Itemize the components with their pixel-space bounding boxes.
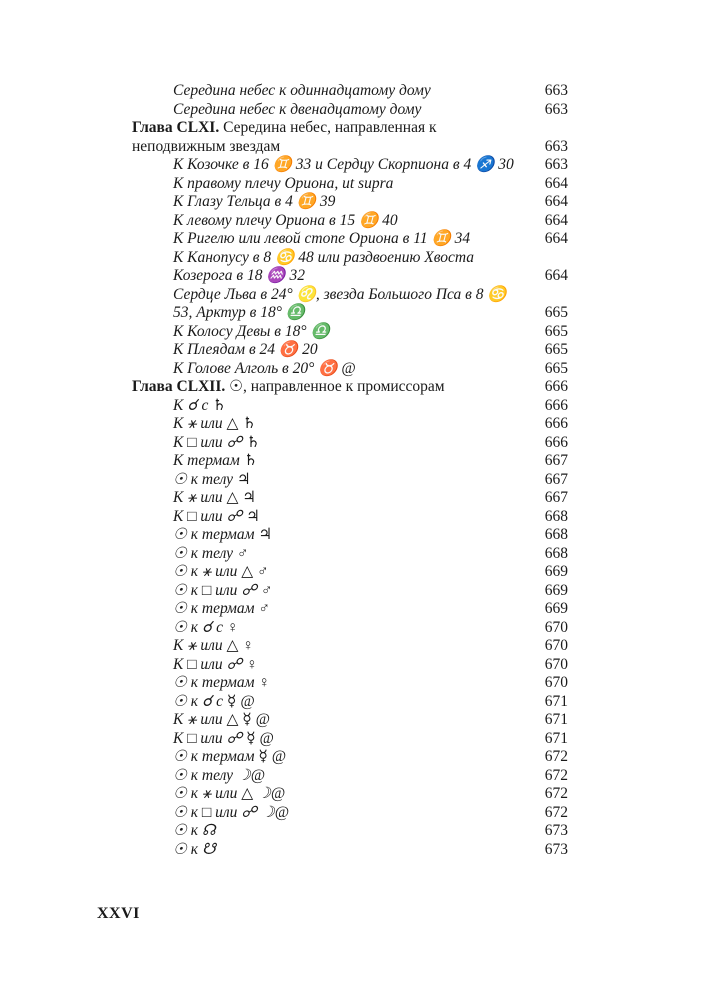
entry-page-number: 670: [544, 637, 568, 654]
entry-page-number: 663: [544, 100, 568, 118]
entry-title: Середина небес к одиннадцатому дому: [173, 82, 431, 99]
toc-entry: [132, 619, 568, 638]
toc-entry: [132, 101, 568, 120]
entry-page-number: 668: [544, 526, 568, 543]
entry-title: ☉ к термам ☿ @: [173, 748, 287, 765]
entry-page-number: 663: [544, 82, 568, 99]
entry-page-number: 671: [544, 692, 568, 710]
entry-page-number: 672: [544, 766, 568, 784]
toc-entry: [132, 600, 568, 619]
toc-entry: [132, 748, 568, 767]
entry-page-number: 663: [544, 156, 568, 173]
entry-page-number: 665: [544, 322, 568, 340]
entry-title: К Колосу Девы в 18° ♎: [173, 322, 330, 340]
toc-entry: [132, 582, 568, 601]
entry-page-number: 666: [544, 378, 568, 395]
entry-title: ☉ к ⚹ или △ ♂: [173, 563, 269, 580]
toc-entry: [132, 711, 568, 730]
toc-entry: [132, 730, 568, 749]
entry-title: Сердце Льва в 24° ♌, звезда Большого Пса в 8 ♋ 53, Арктур в 18° ♎: [173, 285, 507, 321]
toc-entry: [132, 82, 568, 101]
entry-title: К ⚹ или △ ♄: [173, 415, 257, 432]
entry-title: К ⚹ или △ ♃: [173, 489, 257, 506]
entry-page-number: 665: [544, 341, 568, 358]
entry-page-number: 667: [544, 470, 568, 488]
entry-title: ☉ к ⚹ или △ ☽@: [173, 785, 286, 802]
entry-page-number: 667: [544, 489, 568, 506]
entry-page-number: 673: [544, 840, 568, 858]
entry-page-number: 669: [544, 600, 568, 617]
entry-title: К Голове Алголь в 20° ♉ @: [173, 359, 356, 377]
toc-entry: [132, 452, 568, 471]
entry-page-number: 670: [544, 618, 568, 636]
entry-title: К □ или ☍ ♀: [173, 655, 258, 673]
toc-entry: [132, 193, 568, 212]
entry-page-number: 664: [544, 211, 568, 229]
entry-title: К ⚹ или △ ☿ @: [173, 711, 270, 728]
toc-entry: [132, 841, 568, 860]
entry-title: ☉ к ☋: [173, 840, 216, 858]
toc-entry: [132, 397, 568, 416]
toc-entry: [132, 156, 568, 175]
entry-page-number: 672: [544, 803, 568, 821]
toc-entry: [132, 434, 568, 453]
entry-page-number: 670: [544, 655, 568, 673]
entry-title: ☉ к телу ♂: [173, 544, 249, 562]
toc-entry: [132, 563, 568, 582]
entry-page-number: 668: [544, 507, 568, 525]
toc-entry: [132, 471, 568, 490]
entry-page-number: 666: [544, 433, 568, 451]
toc-entry: [132, 637, 568, 656]
entry-title: К ⚹ или △ ♀: [173, 637, 254, 654]
entry-title: ☉ к телу ♃: [173, 470, 251, 488]
toc-entry: [132, 212, 568, 231]
entry-title: К правому плечу Ориона, ut supra: [173, 174, 394, 192]
entry-page-number: 671: [544, 711, 568, 728]
entry-title: К Канопусу в 8 ♋ 48 или раздвоению Хвоста Козерога в 18 ♒ 32: [173, 248, 475, 284]
entry-page-number: 669: [544, 581, 568, 599]
entry-page-number: 672: [544, 785, 568, 802]
toc-entry: [132, 341, 568, 360]
entry-title: К Ригелю или левой стопе Ориона в 11 ♊ 34: [173, 230, 471, 247]
entry-title: ☉ к ☌ с ♀: [173, 618, 239, 636]
entry-title: К термам ♄: [173, 452, 258, 469]
toc-entry: [132, 785, 568, 804]
entry-page-number: 666: [544, 396, 568, 414]
entry-title: ☉ к термам ♃: [173, 526, 273, 543]
entry-title: [132, 119, 568, 156]
toc-entry: [132, 656, 568, 675]
toc-entry: [132, 545, 568, 564]
entry-page-number: 665: [544, 304, 568, 321]
entry-page-number: 672: [544, 748, 568, 765]
entry-page-number: 673: [544, 822, 568, 839]
entry-page-number: 668: [544, 544, 568, 562]
entry-page-number: 663: [544, 137, 568, 155]
entry-page-number: 669: [544, 563, 568, 580]
entry-title: ☉ к термам ♀: [173, 674, 270, 691]
entry-title: К Козочке в 16 ♊ 33 и Сердцу Скорпиона в 4 ♐ 30: [173, 156, 514, 173]
entry-page-number: 667: [544, 452, 568, 469]
entry-title: К Глазу Тельца в 4 ♊ 39: [173, 193, 336, 210]
chapter-number: Глава CLXI.: [132, 119, 220, 136]
entry-page-number: 664: [544, 174, 568, 192]
toc-entry: [132, 693, 568, 712]
entry-title: К левому плечу Ориона в 15 ♊ 40: [173, 211, 398, 229]
toc-entry: [132, 360, 568, 379]
entry-title: К □ или ☍ ♃: [173, 507, 261, 525]
entry-page-number: 671: [544, 729, 568, 747]
toc-entry: [132, 323, 568, 342]
entry-page-number: 664: [544, 267, 568, 284]
entry-title: ☉ к термам ♂: [173, 600, 270, 617]
entry-page-number: 666: [544, 415, 568, 432]
toc-entry: [132, 767, 568, 786]
toc-entry: [132, 508, 568, 527]
page-number: XXVI: [97, 905, 140, 922]
chapter-number: Глава CLXII.: [132, 378, 226, 395]
toc-entry: [132, 175, 568, 194]
entry-title: ☉ к ☌ с ☿ @: [173, 692, 255, 710]
entry-title: ☉ к телу ☽@: [173, 766, 266, 784]
entry-title: К □ или ☍ ☿ @: [173, 729, 274, 747]
chapter-title: Середина небес, направленная к неподвижным звездам: [132, 119, 437, 155]
toc-entry: [132, 249, 568, 286]
toc-entry: [132, 415, 568, 434]
entry-title: Середина небес к двенадцатому дому: [173, 100, 422, 118]
toc-entry: [132, 489, 568, 508]
entry-page-number: 670: [544, 674, 568, 691]
toc-entry: [132, 286, 568, 323]
toc-entry: [132, 230, 568, 249]
chapter-heading: [132, 378, 568, 397]
entry-page-number: 665: [544, 359, 568, 377]
entry-title: К ☌ с ♄: [173, 396, 227, 414]
table-of-contents: [132, 82, 568, 859]
entry-title: ☉ к ☊: [173, 822, 216, 839]
entry-title: ☉ к □ или ☍ ♂: [173, 581, 273, 599]
toc-entry: [132, 526, 568, 545]
entry-page-number: 664: [544, 230, 568, 247]
entry-title: К Плеядам в 24 ♉ 20: [173, 341, 318, 358]
entry-title: К □ или ☍ ♄: [173, 433, 261, 451]
toc-entry: [132, 674, 568, 693]
entry-page-number: 664: [544, 193, 568, 210]
toc-entry: [132, 822, 568, 841]
entry-title: ☉ к □ или ☍ ☽@: [173, 803, 289, 821]
toc-entry: [132, 804, 568, 823]
chapter-title: ☉, направленное к промиссорам: [225, 378, 445, 395]
entry-title: [132, 378, 568, 397]
chapter-heading: [132, 119, 568, 156]
